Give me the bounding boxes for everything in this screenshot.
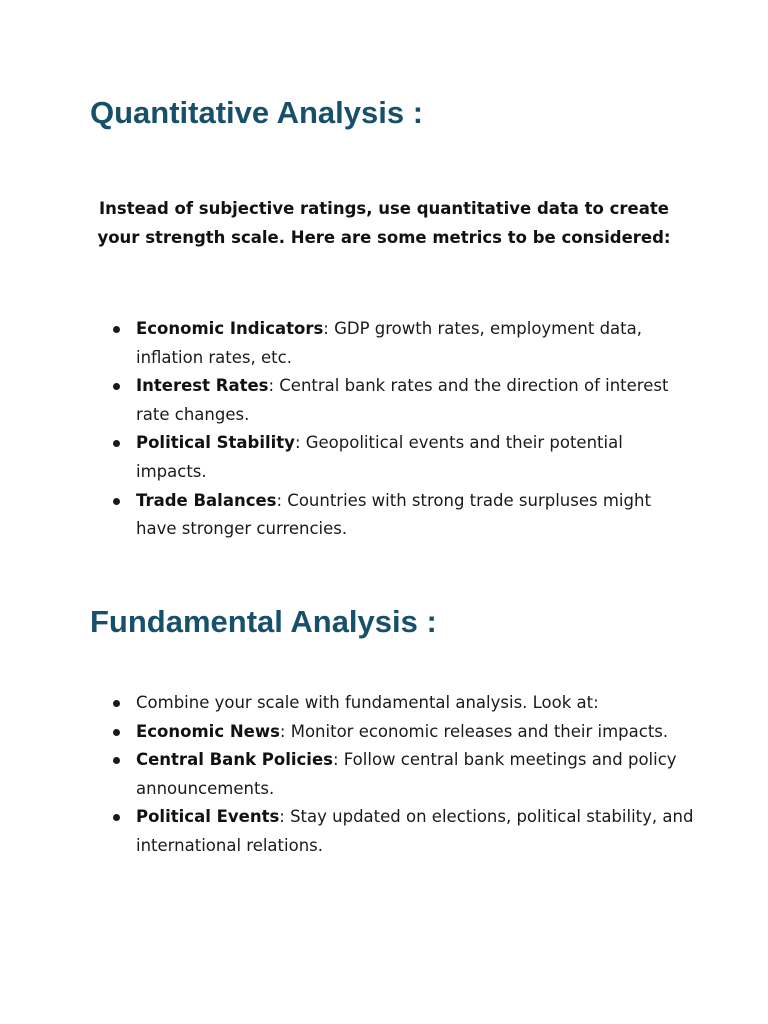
list-item-economic-news <box>136 718 696 747</box>
bullet-icon <box>113 498 120 505</box>
bullet-icon <box>113 757 120 764</box>
list-item-term: Political Events <box>136 807 280 827</box>
list-item-text: Combine your scale with fundamental analysis. Look at: <box>136 693 599 712</box>
list-item-term: Economic News <box>136 721 280 741</box>
list-item-interest-rates <box>136 372 696 429</box>
list-item-lead <box>136 689 696 718</box>
list-item-term: Interest Rates <box>136 376 269 396</box>
list-item-term: Trade Balances <box>136 490 277 510</box>
quantitative-intro: Instead of subjective ratings, use quantitative data to create your strength scale. Here are some metrics to be considered: <box>97 199 671 247</box>
list-item-trade-balances <box>136 487 696 544</box>
list-item-economic-indicators <box>136 315 696 372</box>
list-item-text: : GDP growth rates, employment data, inflation rates, etc. <box>136 319 642 367</box>
bullet-icon <box>113 383 120 390</box>
list-item-text: : Monitor economic releases and their impacts. <box>279 721 669 741</box>
bullet-icon <box>113 326 120 333</box>
list-item-text: : Stay updated on elections, political stability, and international relations. <box>136 807 694 855</box>
list-item-text: : Follow central bank meetings and policy announcements. <box>136 750 677 798</box>
fundamental-analysis-heading: Fundamental Analysis : <box>90 604 437 639</box>
list-item-text: : Geopolitical events and their potential impacts. <box>136 433 623 481</box>
list-item-term: Central Bank Policies <box>136 750 333 770</box>
list-item-political-events <box>136 803 696 860</box>
list-item-text: : Central bank rates and the direction of interest rate changes. <box>136 376 669 424</box>
bullet-icon <box>113 814 120 821</box>
list-item-term: Economic Indicators <box>136 319 324 338</box>
bullet-icon <box>113 700 120 707</box>
list-item-term: Political Stability <box>136 433 295 453</box>
bullet-icon <box>113 440 120 447</box>
quantitative-metrics-list <box>136 315 696 544</box>
list-item-text: : Countries with strong trade surpluses might have stronger currencies. <box>136 490 651 539</box>
list-item-central-bank-policies <box>136 746 696 803</box>
list-item-political-stability <box>136 429 696 486</box>
fundamental-analysis-list <box>136 689 696 861</box>
quantitative-analysis-heading: Quantitative Analysis : <box>90 95 424 130</box>
bullet-icon <box>113 729 120 736</box>
